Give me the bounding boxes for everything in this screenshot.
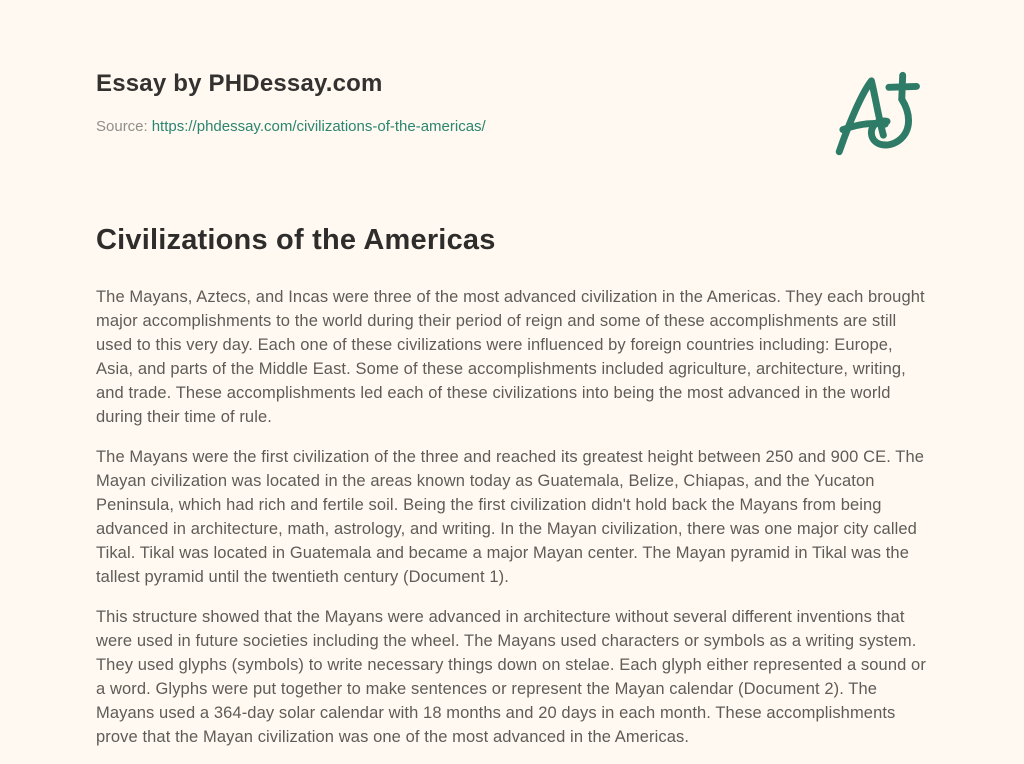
source-label: Source:	[96, 118, 148, 135]
essay-title: Civilizations of the Americas	[96, 224, 496, 256]
source-url-link[interactable]: https://phdessay.com/civilizations-of-the-americas/	[151, 118, 486, 135]
page-title: Essay by PHDessay.com	[96, 70, 383, 97]
phdessay-a-plus-logo-icon	[828, 68, 924, 160]
essay-paragraph-3: This structure showed that the Mayans were advanced in architecture without several different inventions that were used in future societies including the wheel. The Mayans used characters or symbols as a writing system. They used glyphs (symbols) to write necessary things down on stelae. Each glyph either represented a sound or a word. Glyphs were put together to make sentences or represent the Mayan calendar (Document 2). The Mayans used a 364-day solar calendar with 18 months and 20 days in each month. These accomplishments prove that the Mayan civilization was one of the most advanced in the Americas.	[96, 608, 926, 746]
source-line	[96, 118, 486, 135]
header-text-block	[96, 70, 486, 135]
essay-paragraph-1: The Mayans, Aztecs, and Incas were three of the most advanced civilization in the Americas. They each brought major accomplishments to the world during their period of reign and some of these accomplishments are still used to this very day. Each one of these civilizations were influenced by foreign countries including: Europe, Asia, and parts of the Middle East. Some of these accomplishments included agriculture, architecture, writing, and trade. These accomplishments led each of these civilizations into being the most advanced in the world during their time of rule.	[96, 288, 925, 426]
essay-body	[96, 285, 928, 749]
essay-paragraph-2: The Mayans were the first civilization of the three and reached its greatest height between 250 and 900 CE. The Mayan civilization was located in the areas known today as Guatemala, Belize, Chiapas, and the Yucaton Peninsula, which had rich and fertile soil. Being the first civilization didn't hold back the Mayans from being advanced in architecture, math, astrology, and writing. In the Mayan civilization, there was one major city called Tikal. Tikal was located in Guatemala and became a major Mayan center. The Mayan pyramid in Tikal was the tallest pyramid until the twentieth century (Document 1).	[96, 448, 925, 586]
page-header	[96, 70, 928, 160]
